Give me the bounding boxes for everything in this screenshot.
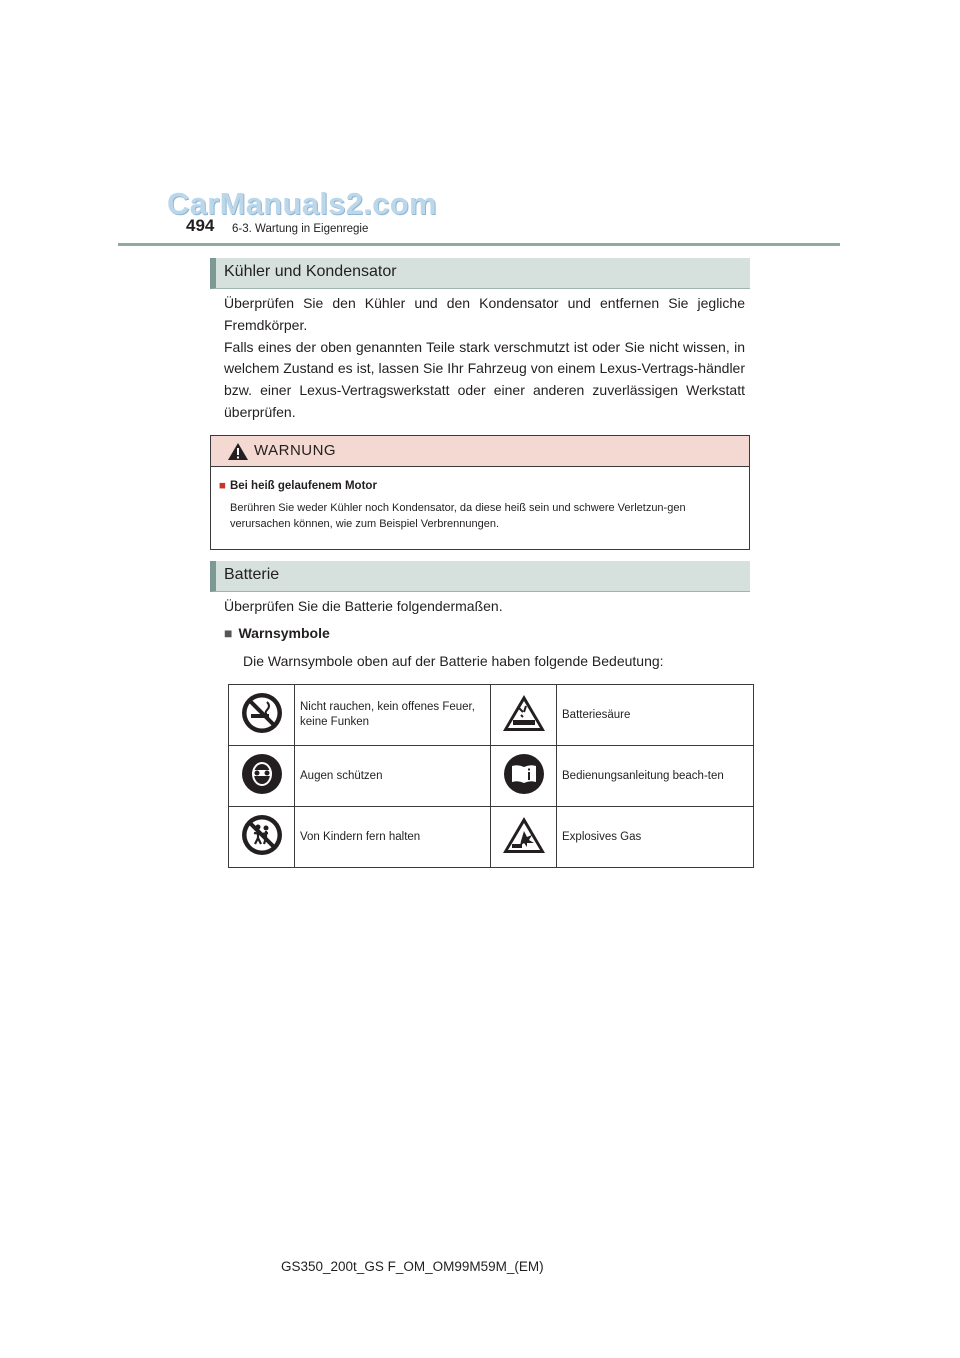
warning-item-title-text: Bei heiß gelaufenem Motor xyxy=(229,480,377,492)
section-heading-kuehler xyxy=(210,258,750,289)
section-heading-batterie xyxy=(210,561,750,592)
symbol-label: Nicht rauchen, kein offenes Feuer, keine Funken xyxy=(295,685,491,746)
paragraph: Falls eines der oben genannten Teile stark verschmutzt ist oder Sie nicht wissen, in welchem Zustand es ist, lassen Sie Ihr Fahrzeug von einem Lexus-Vertrags-händler bzw. einer Lexus-Vertragswerkstatt oder einer anderen zuverlässigen Werkstatt überprüfen. xyxy=(224,338,745,420)
warning-triangle-icon xyxy=(227,442,249,461)
warning-title: WARNUNG xyxy=(254,442,337,459)
warning-item-text: Berühren Sie weder Kühler noch Kondensator, da diese heiß sein und schwere Verletzun-gen verursachen können, wie zum Beispiel Verbrennungen. xyxy=(230,502,686,530)
battery-acid-icon xyxy=(501,693,547,733)
warning-item-title xyxy=(219,480,377,492)
subheading-text: Die Warnsymbole oben auf der Batterie haben folgende Bedeutung: xyxy=(243,653,664,669)
bullet-square-icon: ■ xyxy=(224,625,233,641)
icon-cell xyxy=(229,685,295,746)
section-heading-label: Kühler und Kondensator xyxy=(224,263,397,280)
section-heading-label: Batterie xyxy=(224,566,280,583)
icon-cell xyxy=(229,746,295,807)
section-body-kuehler xyxy=(224,293,745,424)
symbol-label: Von Kindern fern halten xyxy=(295,807,491,868)
explosive-gas-icon xyxy=(501,815,547,855)
symbol-label: Augen schützen xyxy=(295,746,491,807)
symbol-label: Bedienungsanleitung beach-ten xyxy=(557,746,754,807)
page-number: 494 xyxy=(186,216,215,235)
no-smoking-icon xyxy=(241,692,283,734)
eye-protection-icon xyxy=(241,753,283,795)
icon-cell xyxy=(491,807,557,868)
warning-box xyxy=(210,435,750,550)
warning-symbols-table xyxy=(228,684,754,868)
icon-cell xyxy=(229,807,295,868)
symbol-label: Batteriesäure xyxy=(557,685,754,746)
subheading-warnsymbole xyxy=(224,625,330,641)
chapter-title: 6-3. Wartung in Eigenregie xyxy=(232,223,369,235)
table-row xyxy=(229,746,754,807)
icon-cell xyxy=(491,746,557,807)
icon-cell xyxy=(491,685,557,746)
battery-intro: Überprüfen Sie die Batterie folgendermaßen. xyxy=(224,598,503,614)
keep-away-children-icon xyxy=(241,814,283,856)
header-rule xyxy=(118,243,840,246)
subheading-label: Warnsymbole xyxy=(238,625,330,641)
symbol-label: Explosives Gas xyxy=(557,807,754,868)
document-footer-code: GS350_200t_GS F_OM_OM99M59M_(EM) xyxy=(281,1259,544,1274)
warning-header xyxy=(211,436,749,467)
table-row xyxy=(229,807,754,868)
read-manual-icon xyxy=(503,753,545,795)
table-row xyxy=(229,685,754,746)
bullet-square-icon: ■ xyxy=(219,480,226,492)
paragraph: Überprüfen Sie den Kühler und den Kondensator und entfernen Sie jegliche Fremdkörper. xyxy=(224,295,745,333)
watermark-logo: CarManuals2.com xyxy=(167,186,437,221)
